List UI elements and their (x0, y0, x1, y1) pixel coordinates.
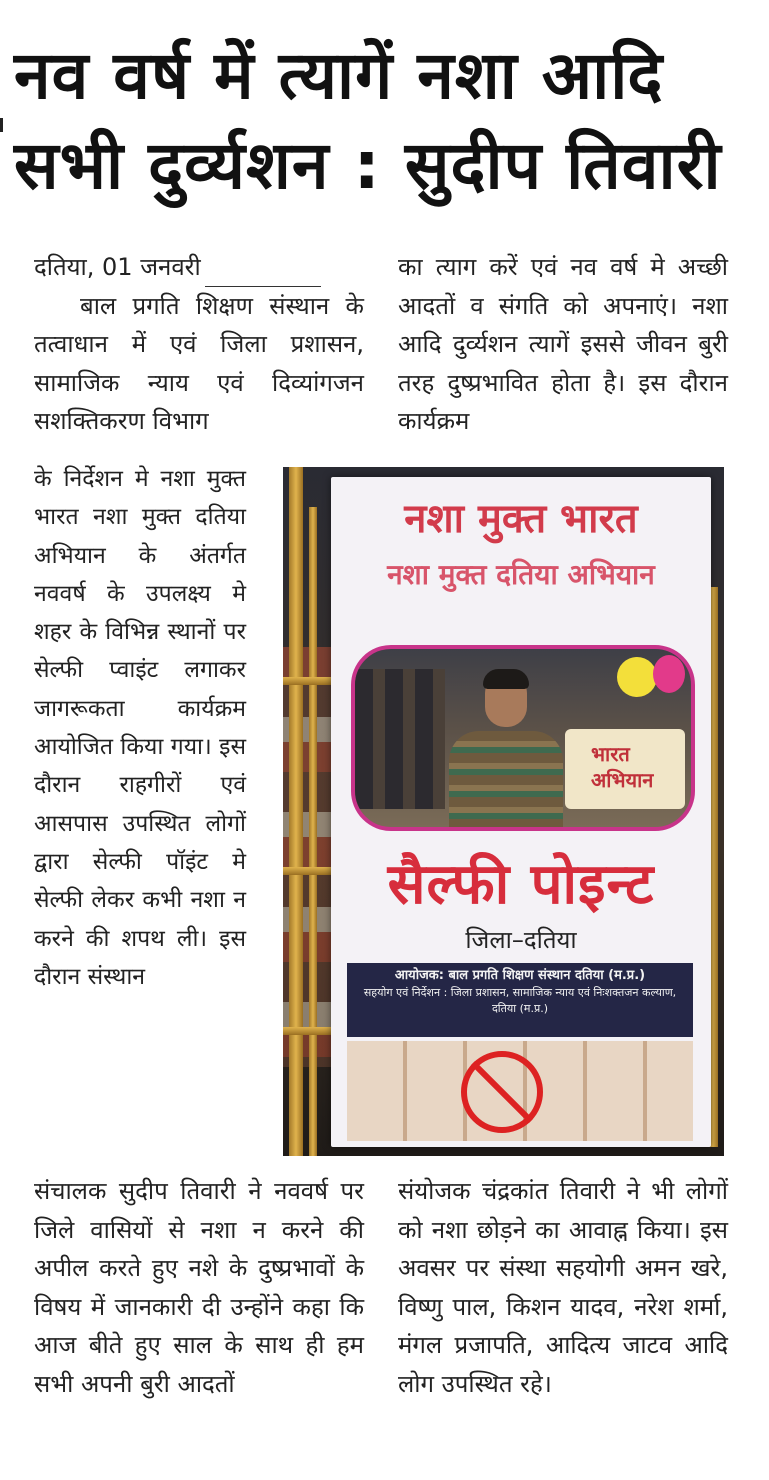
selfie-frame (351, 645, 695, 831)
dateline-rule (205, 264, 321, 287)
selfie-banner (331, 477, 711, 1147)
paragraph-left-bottom: संचालक सुदीप तिवारी ने नववर्ष पर जिले वासियों से नशा न करने की अपील करते हुए नशे के दुष्प्रभावों के विषय में जानकारी दी उन्होंने कहा कि आज बीते हुए साल के साथ ही हम सभी अपनी बुरी आदतों (34, 1177, 364, 1398)
banner-subtitle: नशा मुक्त दतिया अभियान (387, 558, 655, 591)
person-hair (483, 669, 529, 689)
person-figure (449, 673, 559, 831)
organizer-strip (347, 963, 693, 1037)
article-column-narrow (34, 460, 246, 996)
dateline-row (34, 248, 364, 287)
paragraph-intro: बाल प्रगति शिक्षण संस्थान के तत्वाधान में एवं जिला प्रशासन, सामाजिक न्याय एवं दिव्यांगजन सशक्तिकरण विभाग (34, 291, 364, 436)
organizer-text: आयोजक: बाल प्रगति शिक्षण संस्थान दतिया (म.प्र.) (394, 968, 646, 983)
article-column-right-bottom (398, 1172, 728, 1404)
paragraph-right-bottom: संयोजक चंद्रकांत तिवारी ने भी लोगों को नशा छोड़ने का आवाह्न किया। इस अवसर पर संस्था सहयोगी अमन खरे, विष्णु पाल, किशन यादव, नरेश शर्मा, मंगल प्रजापति, आदित्य जाटव आदि लोग उपस्थित रहे। (398, 1177, 728, 1398)
dateline: दतिया, 01 जनवरी (34, 253, 201, 281)
person-body (449, 731, 563, 831)
district-text: जिला–दतिया (465, 926, 577, 954)
article-column-right-top (398, 248, 728, 441)
balloon-icon (653, 655, 685, 693)
frame-crowd (355, 669, 445, 809)
paragraph-narrow: के निर्देशन मे नशा मुक्त भारत नशा मुक्त दतिया अभियान के अंतर्गत नववर्ष के उपलक्ष्य मे शहर के विभिन्न स्थानों पर सेल्फी प्वाइंट लगाकर जागरूकता कार्यक्रम आयोजित किया गया। इस दौरान राहगीरों एवं आसपास उपस्थित लोगों द्वारा सेल्फी पॉइंट मे सेल्फी लेकर कभी नशा न करने की शपथ ली। इस दौरान संस्थान (34, 466, 246, 990)
paragraph-right-top: का त्याग करें एवं नव वर्ष मे अच्छी आदतों व संगति को अपनाएं। नशा आदि दुर्व्यशन त्यागें इससे जीवन बुरी तरह दुष्प्रभावित होता है। इस दौरान कार्यक्रम (398, 253, 728, 436)
support-text: सहयोग एवं निर्देशन : जिला प्रशासन, सामाजिक न्याय एवं निःशक्तजन कल्याण, दतिया (म.प्र.) (363, 986, 677, 1015)
photo-pole (309, 507, 317, 1156)
article-column-left-bottom (34, 1172, 364, 1404)
smiley-balloon-icon (617, 657, 657, 697)
selfie-point-photo (283, 467, 724, 1156)
selfie-point-text: सैल्फी पोइन्ट (387, 851, 655, 917)
photo-pole (289, 467, 303, 1156)
edge-mark (0, 118, 3, 132)
no-drugs-icon (461, 1051, 543, 1133)
article-column-left-top (34, 248, 364, 441)
inner-sign-text: भारत अभियान (591, 742, 654, 792)
headline-line-2: सभी दुर्व्यशन : सुदीप तिवारी (14, 127, 722, 204)
banner-title: नशा मुक्त भारत (404, 495, 638, 542)
headline-line-1: नव वर्ष में त्यागें नशा आदि (14, 37, 664, 114)
inner-sign (565, 729, 685, 809)
